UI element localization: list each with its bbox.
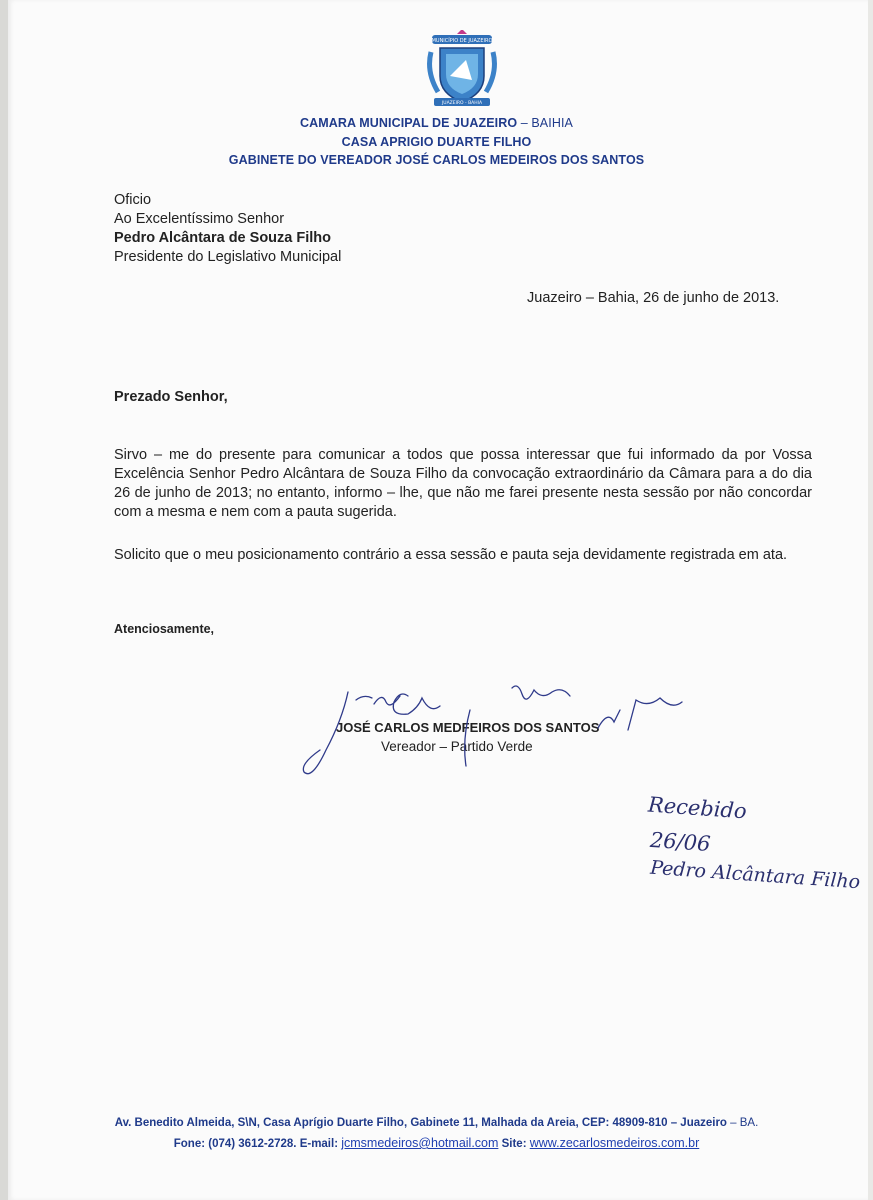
- body-paragraph-2: Solicito que o meu posicionamento contrário a essa sessão e pauta seja devidamente registrada em ata.: [114, 547, 788, 563]
- receipt-date: 26/06: [649, 827, 712, 857]
- letter-page: [8, 0, 868, 1200]
- svg-text:MUNICÍPIO DE JUAZEIRO: MUNICÍPIO DE JUAZEIRO: [431, 38, 493, 44]
- recipient-name: Pedro Alcântara de Souza Filho: [114, 230, 332, 246]
- website-link[interactable]: www.zecarlosmedeiros.com.br: [529, 1136, 700, 1150]
- receipt-received: Recebido: [647, 792, 748, 824]
- letterhead-line-1: CAMARA MUNICIPAL DE JUAZEIRO – BAIHIA: [300, 116, 573, 130]
- closing: Atenciosamente,: [114, 622, 215, 636]
- greeting: Prezado Senhor,: [114, 389, 228, 405]
- svg-text:JUAZEIRO - BAHIA: JUAZEIRO - BAHIA: [441, 101, 483, 106]
- letterhead-line-3: GABINETE DO VEREADOR JOSÉ CARLOS MEDEIROS DOS SANTOS: [228, 153, 645, 167]
- footer-contacts: Fone: (074) 3612-2728. E-mail: jcmsmedeiros@hotmail.com Site: www.zecarlosmedeiros.com.br: [173, 1136, 700, 1150]
- date-line: Juazeiro – Bahia, 26 de junho de 2013.: [527, 290, 780, 306]
- footer-address: Av. Benedito Almeida, S\N, Casa Aprígio Duarte Filho, Gabinete 11, Malhada da Areia, CEP: 48909-810 – Juazeiro – BA.: [114, 1117, 759, 1129]
- signatory-name: JOSÉ CARLOS MEDFEIROS DOS SANTOS: [336, 720, 600, 735]
- municipal-crest-logo: [426, 30, 498, 110]
- document-type: Oficio: [114, 192, 152, 208]
- signatory-role: Vereador – Partido Verde: [381, 739, 533, 754]
- body-paragraph-1: Sirvo – me do presente para comunicar a todos que possa interessar que fui informado da por Vossa Excelência Senhor Pedro Alcântara de Souza Filho da convocação extraordinário da Câmara para a do dia 26 de junho de 2013; no entanto, informo – lhe, que não me farei presente nesta sessão por não concordar com a mesma e nem com a pauta sugerida.: [114, 447, 812, 520]
- letterhead-line-2: CASA APRIGIO DUARTE FILHO: [341, 135, 532, 149]
- email-link[interactable]: jcmsmedeiros@hotmail.com: [341, 1136, 499, 1150]
- scanner-edge: [0, 0, 8, 1200]
- receipt-signer: Pedro Alcântara Filho: [649, 856, 861, 894]
- recipient-title: Presidente do Legislativo Municipal: [114, 249, 342, 265]
- salutation-to: Ao Excelentíssimo Senhor: [114, 211, 285, 227]
